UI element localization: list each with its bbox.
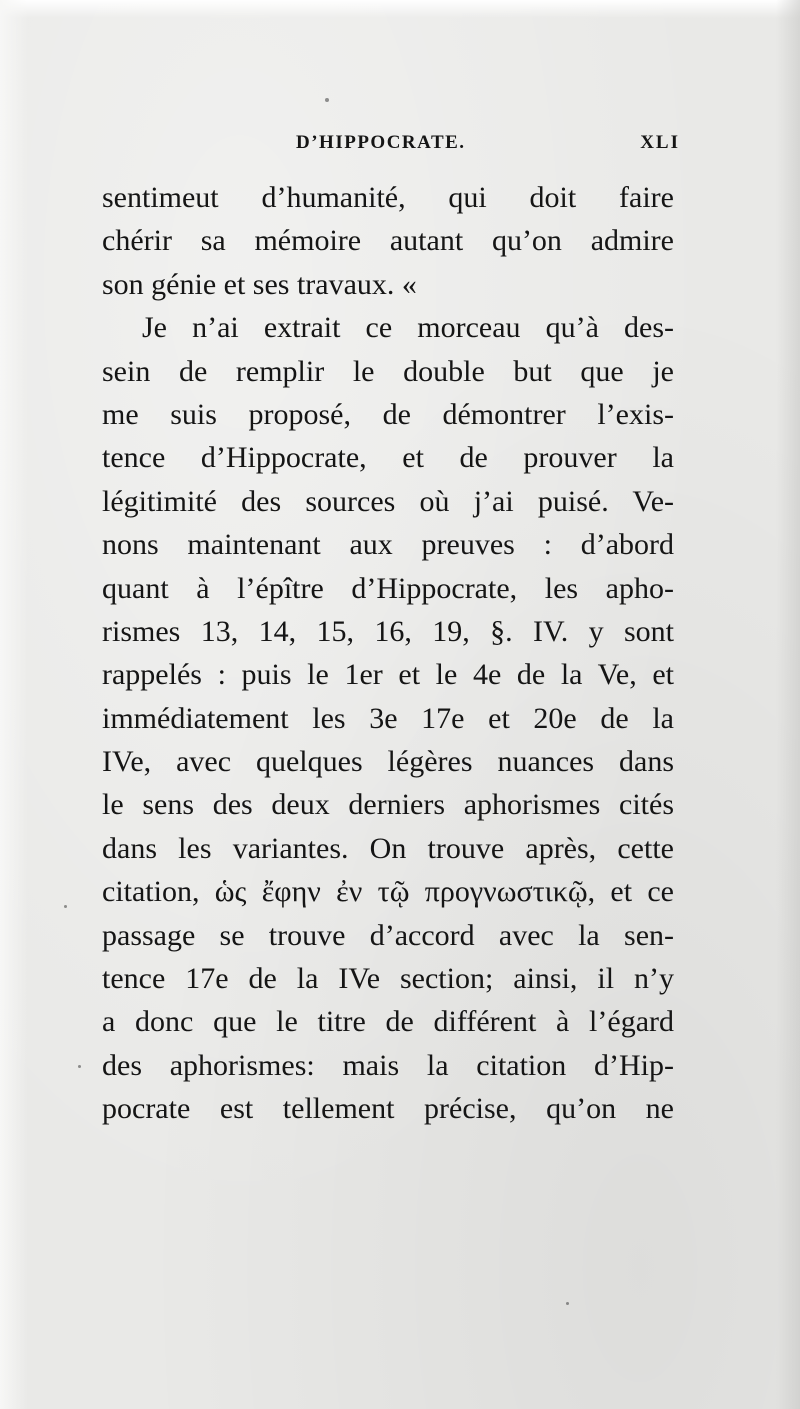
text-line: immédiatement les 3e 17e et 20e de la bbox=[102, 701, 674, 735]
text-line: pocrate est tellement précise, qu’on ne bbox=[102, 1092, 674, 1126]
text-line: tence 17e de la IVe section; ainsi, il n’y bbox=[102, 962, 674, 996]
page-edge-right bbox=[776, 0, 800, 1409]
text-line: IVe, avec quelques légères nuances dans bbox=[102, 745, 674, 779]
text-line: le sens des deux derniers aphorismes cités bbox=[102, 788, 674, 822]
text-line: chérir sa mémoire autant qu’on admire bbox=[102, 224, 674, 258]
page-edge-left bbox=[0, 0, 28, 1409]
text-line: légitimité des sources où j’ai puisé. Ve- bbox=[102, 484, 674, 518]
text-line: tence d’Hippocrate, et de prouver la bbox=[102, 441, 674, 475]
page-edge-top bbox=[0, 0, 800, 18]
text-line: citation, ὡς ἔφην ἐν τῷ προγνωστικῷ, et ce bbox=[102, 875, 674, 909]
text-line: me suis proposé, de démontrer l’exis- bbox=[102, 397, 674, 431]
paper-speck bbox=[78, 1065, 81, 1068]
text-line: a donc que le titre de différent à l’égard bbox=[102, 1005, 674, 1039]
text-line: rappelés : puis le 1er et le 4e de la Ve, et bbox=[102, 658, 674, 692]
text-line: sentimeut d’humanité, qui doit faire bbox=[102, 181, 674, 214]
text-line: passage se trouve d’accord avec la sen- bbox=[102, 918, 674, 952]
body-text bbox=[102, 176, 674, 1131]
text-line: sein de remplir le double but que je bbox=[102, 354, 674, 388]
text-line: rismes 13, 14, 15, 16, 19, §. IV. y sont bbox=[102, 614, 674, 648]
page-number: XLI bbox=[640, 132, 680, 153]
text-line: quant à l’épître d’Hippocrate, les apho- bbox=[102, 571, 674, 605]
text-line: nons maintenant aux preuves : d’abord bbox=[102, 528, 674, 562]
paper-speck bbox=[64, 905, 67, 908]
text-line: son génie et ses travaux. « bbox=[102, 267, 417, 301]
page-header bbox=[100, 132, 680, 162]
text-line: Je n’ai extrait ce morceau qu’à des- bbox=[142, 311, 674, 345]
paper-speck bbox=[566, 1302, 569, 1305]
running-title: D’HIPPOCRATE. bbox=[296, 132, 466, 153]
text-line: des aphorismes: mais la citation d’Hip- bbox=[102, 1048, 674, 1082]
text-line: dans les variantes. On trouve après, cette bbox=[102, 831, 674, 865]
paper-speck bbox=[325, 98, 329, 102]
